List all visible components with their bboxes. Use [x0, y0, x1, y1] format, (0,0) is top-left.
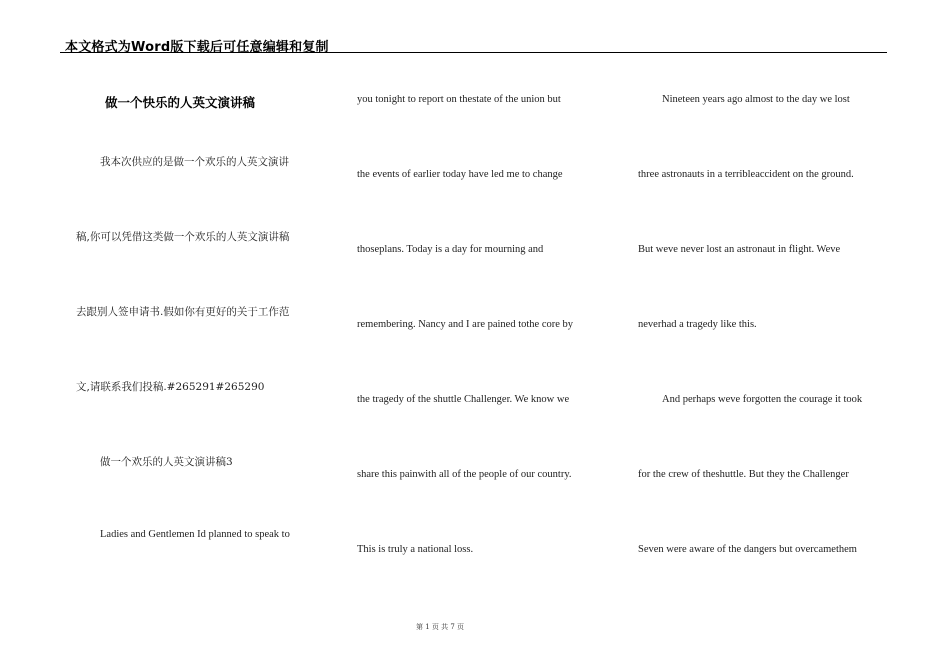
column2-line-1: you tonight to report on thestate of the union but	[357, 94, 561, 105]
column2-line-5: the tragedy of the shuttle Challenger. We know we	[357, 394, 570, 405]
column3-line-7: Seven were aware of the dangers but overcamethem	[638, 544, 857, 555]
column1-line-1: 我本次供应的是做一个欢乐的人英文演讲	[100, 156, 289, 168]
column3-line-1: Nineteen years ago almost to the day we lost	[662, 94, 850, 105]
column2-line-6: share this painwith all of the people of our country.	[357, 469, 572, 480]
column2-line-7: This is truly a national loss.	[357, 544, 474, 555]
column3-line-5: And perhaps weve forgotten the courage it took	[662, 394, 863, 405]
column2-line-2: the events of earlier today have led me to change	[357, 169, 563, 180]
column3-line-6: for the crew of theshuttle. But they the Challenger	[638, 469, 849, 480]
column3-line-4: neverhad a tragedy like this.	[638, 319, 757, 330]
page-number-footer: 第 1 页 共 7 页	[415, 623, 465, 631]
column3-line-3: But weve never lost an astronaut in flight. Weve	[638, 244, 841, 255]
article-title: 做一个快乐的人英文演讲稿	[105, 95, 256, 110]
header-divider	[60, 52, 887, 53]
column2-line-4: remembering. Nancy and I are pained tothe core by	[357, 319, 574, 330]
column2-line-3: thoseplans. Today is a day for mourning and	[357, 244, 544, 255]
column1-line-2: 稿,你可以凭借这类做一个欢乐的人英文演讲稿	[76, 231, 290, 243]
column3-line-2: three astronauts in a terribleaccident on the ground.	[638, 169, 854, 180]
column1-line-6: Ladies and Gentlemen Id planned to speak to	[100, 529, 290, 540]
column1-line-4: 文,请联系我们投稿.#265291#265290	[76, 381, 265, 393]
page-header: 本文格式为Word版下载后可任意编辑和复制	[65, 40, 329, 55]
column1-line-5: 做一个欢乐的人英文演讲稿3	[100, 456, 233, 468]
column1-line-3: 去跟别人签申请书.假如你有更好的关于工作范	[76, 306, 290, 318]
